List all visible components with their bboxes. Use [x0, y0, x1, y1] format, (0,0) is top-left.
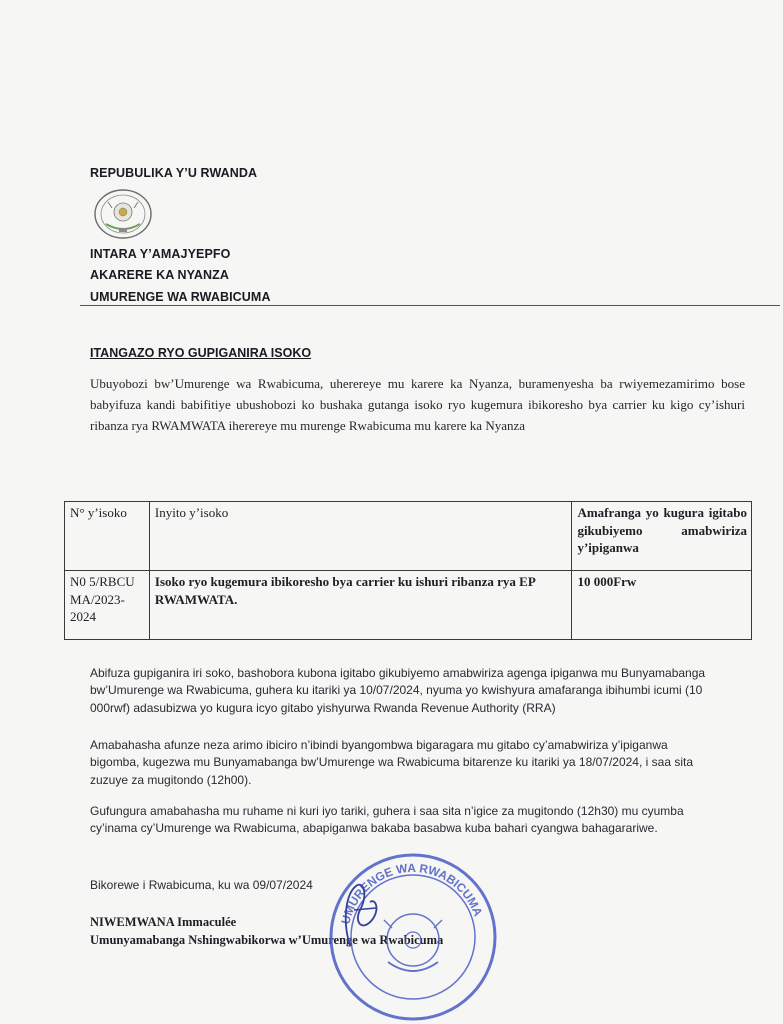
table-header-row	[65, 502, 752, 571]
cell-fee: 10 000Frw	[572, 571, 752, 640]
stamp-text: UMURENGE WA RWABICUMA	[338, 860, 486, 926]
header-province: INTARA Y’AMAJYEPFO	[90, 247, 231, 261]
signatory-name: NIWEMWANA Immaculée	[90, 915, 237, 929]
opening-paragraph: Gufungura amabahasha mu ruhame ni kuri iyo tariki, guhera i saa sita n’igice za mugitondo (12h30) mu cyumba cy’inama cy’Umurenge wa Rwabicuma, abapiganwa bakaba basabwa kuba bahari cyangwa bahagarariwe.	[90, 804, 684, 836]
notice-title: ITANGAZO RYO GUPIGANIRA ISOKO	[90, 346, 312, 360]
header-country: REPUBULIKA Y’U RWANDA	[90, 166, 258, 180]
header-divider	[80, 305, 780, 306]
table-row	[65, 571, 752, 640]
header-district: AKARERE KA NYANZA	[90, 268, 229, 282]
cell-number: N0 5/RBCU MA/2023-2024	[65, 571, 150, 640]
coat-of-arms-icon	[92, 188, 154, 240]
signed-place-date: Bikorewe i Rwabicuma, ku wa 09/07/2024	[90, 878, 313, 892]
handwritten-signature-icon	[332, 880, 392, 950]
intro-paragraph: Ubuyobozi bw’Umurenge wa Rwabicuma, uherereye mu karere ka Nyanza, buramenyesha ba rwiyemezamirimo bose babyifuza kandi babifitiye ubushobozi ko bushaka gutanga isoko ryo kugemura ibikoresho bya carrier ku kigo cy’ishuri ribanza rya RWAMWATA iherereye mu murenge Rwabicuma mu karere ka Nyanza	[90, 376, 745, 434]
documents-paragraph: Abifuza gupiganira iri soko, bashobora kubona igitabo gikubiyemo amabwiriza agenga ipiganwa mu Bunyamabanga bw’Umurenge wa Rwabicuma, guhera ku itariki ya 10/07/2024, nyuma yo kwishyura amafaranga ibihumbi icumi (10 000rwf) adasubizwa yo kugura icyo gitabo yishyurwa Rwanda Revenue Authority (RRA)	[90, 666, 706, 715]
header-title: Inyito y’isoko	[149, 502, 572, 571]
tender-table	[64, 501, 752, 640]
offers-paragraph: Amabahasha afunze neza arimo ibiciro n’ibindi byangombwa bigaragara mu gitabo cy’amabwiriza y’ipiganwa bigomba, kugezwa mu Bunyamabanga bw’Umurenge wa Rwabicuma bitarenze ku itariki ya 18/07/2024, i saa sita zuzuye za mugitondo (12h00).	[90, 738, 693, 787]
header-fee: Amafranga yo kugura igitabo gikubiyemo amabwiriza y’ipiganwa	[572, 502, 752, 571]
cell-title: Isoko ryo kugemura ibikoresho bya carrier ku ishuri ribanza rya EP RWAMWATA.	[149, 571, 572, 640]
header-sector: UMURENGE WA RWABICUMA	[90, 290, 271, 304]
header-number: N° y’isoko	[65, 502, 150, 571]
signatory-title: Umunyamabanga Nshingwabikorwa w’Umurenge wa Rwabicuma	[90, 933, 444, 947]
